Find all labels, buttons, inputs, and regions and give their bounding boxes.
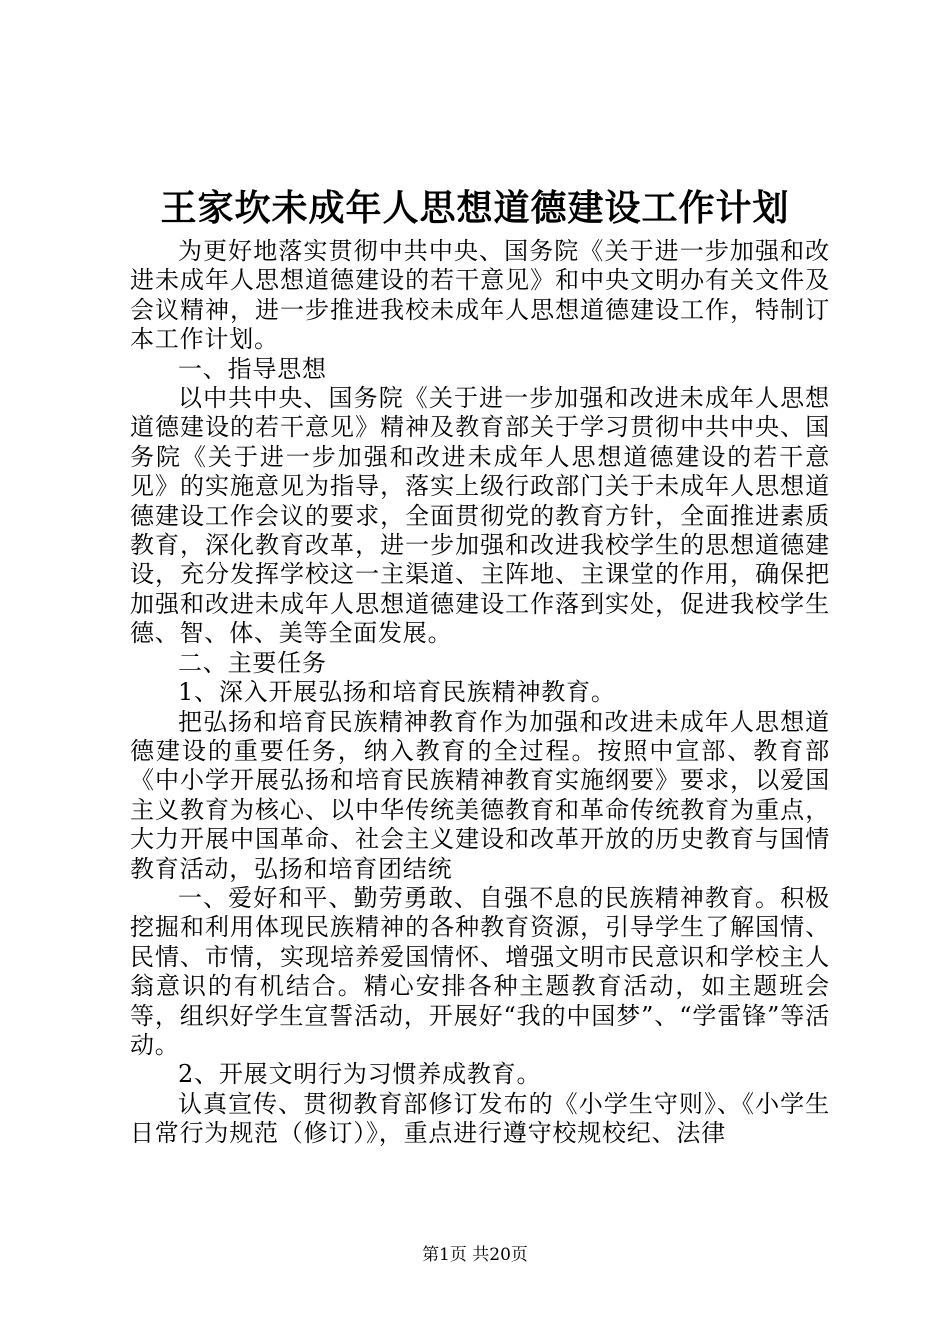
document-title: 王家坎未成年人思想道德建设工作计划	[160, 187, 790, 229]
task-1-heading: 1、深入开展弘扬和培育民族精神教育。	[178, 678, 616, 707]
page-footer: 第1页 共20页	[422, 1245, 528, 1265]
section-heading-guiding-ideology: 一、指导思想	[178, 354, 327, 383]
intro-paragraph: 为更好地落实贯彻中共中央、国务院《关于进一步加强和改进未成年人思想道德建设的若干意见》和中央文明办有关文件及会议精神，进一步推进我校未成年人思想道德建设工作，特制订本工作计划。	[130, 237, 830, 354]
document-body	[130, 237, 830, 1149]
section-heading-main-tasks: 二、主要任务	[178, 648, 327, 677]
task-2-paragraph: 认真宣传、贯彻教育部修订发布的《小学生守则》、《小学生日常行为规范（修订）》，重点进行遵守校规校纪、法律	[130, 1089, 830, 1148]
task-1-paragraph: 把弘扬和培育民族精神教育作为加强和改进未成年人思想道德建设的重要任务，纳入教育的全过程。按照中宣部、教育部《中小学开展弘扬和培育民族精神教育实施纲要》要求，以爱国主义教育为核心、以中华传统美德教育和革命传统教育为重点，大力开展中国革命、社会主义建设和改革开放的历史教育与国情教育活动，弘扬和培育团结统	[130, 707, 830, 883]
task-2-heading: 2、开展文明行为习惯养成教育。	[178, 1060, 542, 1089]
guiding-ideology-paragraph: 以中共中央、国务院《关于进一步加强和改进未成年人思想道德建设的若干意见》精神及教育部关于学习贯彻中共中央、国务院《关于进一步加强和改进未成年人思想道德建设的若干意见》的实施意见为指导，落实上级行政部门关于未成年人思想道德建设工作会议的要求，全面贯彻党的教育方针，全面推进素质教育，深化教育改革，进一步加强和改进我校学生的思想道德建设，充分发挥学校这一主渠道、主阵地、主课堂的作用，确保把加强和改进未成年人思想道德建设工作落到实处，促进我校学生德、智、体、美等全面发展。	[130, 384, 830, 648]
task-1-continued-paragraph: 一、爱好和平、勤劳勇敢、自强不息的民族精神教育。积极挖掘和利用体现民族精神的各种教育资源，引导学生了解国情、民情、市情，实现培养爱国情怀、增强文明市民意识和学校主人翁意识的有机结合。精心安排各种主题教育活动，如主题班会等，组织好学生宣誓活动，开展好“我的中国梦”、“学雷锋”等活动。	[130, 883, 830, 1059]
